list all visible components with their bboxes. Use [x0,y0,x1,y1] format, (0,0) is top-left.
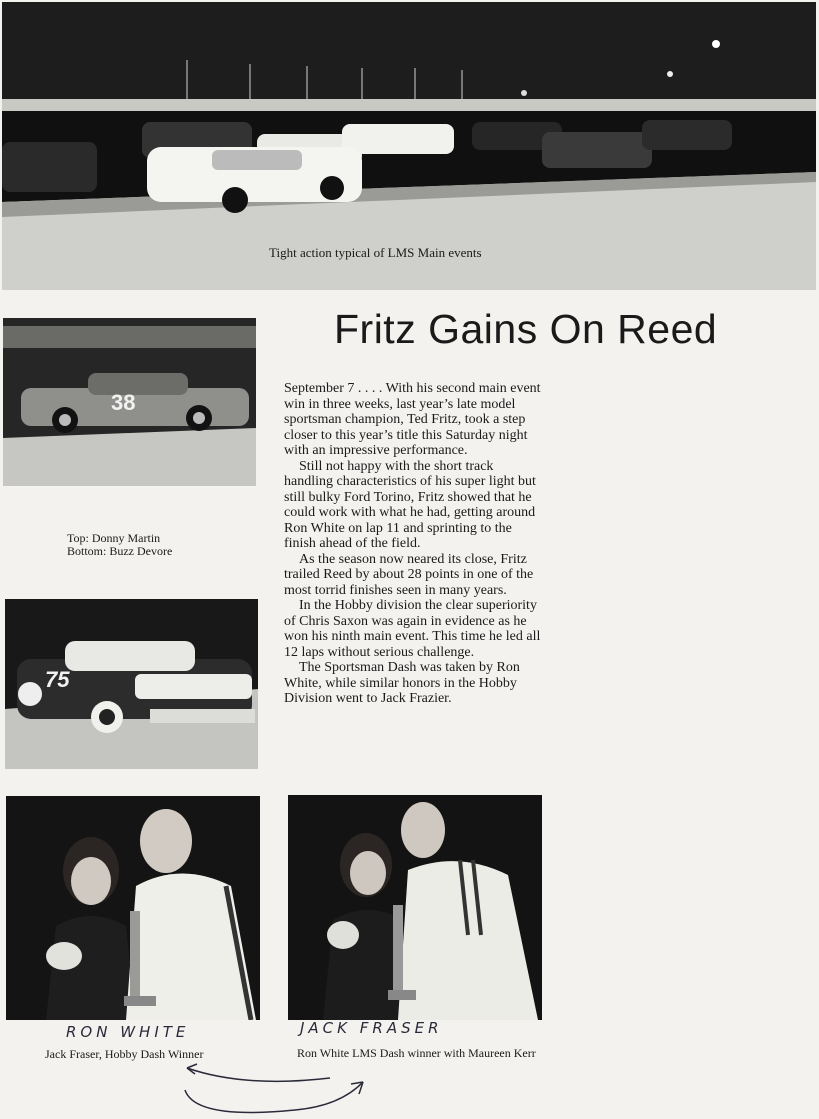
top-photo-caption: Tight action typical of LMS Main events [269,245,482,260]
article-paragraph: As the season now neared its close, Fritz trailed Reed by about 28 points in one of the most torrid finishes seen in many years. [284,551,534,598]
swap-arrow-icon [175,1060,375,1116]
handwritten-name-left: RON WHITE [66,1023,190,1041]
bottom-left-caption: Jack Fraser, Hobby Dash Winner [45,1047,204,1061]
lms-dash-winner-photo [288,795,542,1020]
side-caption-top: Top: Donny Martin [67,531,161,545]
car-38-photo [3,318,256,486]
handwritten-name-right: JACK FRASER [300,1019,443,1037]
article-paragraph: Still not happy with the short track handling characteristics of his super light but still bulky Ford Torino, Fritz showed that he could work with what he had, getting around Ron White on lap 11 and sprinting to the finish ahead of the field. [284,458,536,551]
article-paragraph: September 7 . . . . With his second main event win in three weeks, last year’s late model sportsman champion, Ted Fritz, took a step closer to this year’s title this Saturday night with an impressive performance. [284,381,541,458]
article-headline: Fritz Gains On Reed [334,306,718,352]
article-body [284,381,542,707]
car-number-75: 75 [45,667,70,692]
article-paragraph: In the Hobby division the clear superiority of Chris Saxon was again in evidence as he won his ninth main event. This time he led all 12 laps without serious challenge. [284,598,541,660]
hobby-dash-winner-photo [6,796,260,1020]
side-caption-bottom: Bottom: Buzz Devore [67,544,173,558]
bottom-right-caption: Ron White LMS Dash winner with Maureen Kerr [297,1046,536,1060]
article-paragraph: The Sportsman Dash was taken by Ron White, while similar honors in the Hobby Division went to Jack Frazier. [284,660,520,706]
car-number-38: 38 [111,390,136,415]
car-75-photo [5,599,258,769]
